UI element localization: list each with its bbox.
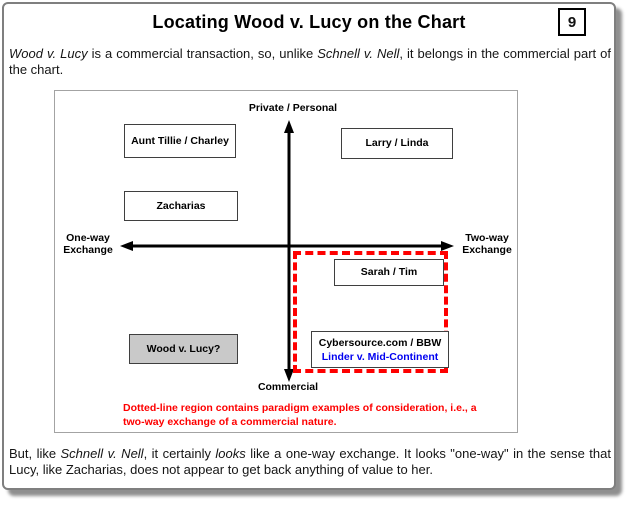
case-box-wood-v-lucy: Wood v. Lucy? bbox=[129, 334, 238, 364]
axis-label-line: Exchange bbox=[462, 244, 512, 256]
arrow-right-icon bbox=[441, 241, 454, 251]
slide-number-badge: 9 bbox=[558, 8, 586, 36]
arrow-up-icon bbox=[284, 120, 294, 133]
slide-title: Locating Wood v. Lucy on the Chart bbox=[152, 12, 466, 32]
paradigm-caption-line: two-way exchange of a commercial nature. bbox=[123, 416, 337, 428]
case-box-sarah-tim: Sarah / Tim bbox=[334, 259, 444, 286]
case-box-zacharias: Zacharias bbox=[124, 191, 238, 221]
case-box-larry-linda: Larry / Linda bbox=[341, 128, 453, 159]
axis-label-two-way-exchange bbox=[455, 232, 519, 256]
axis-label-one-way-exchange bbox=[56, 232, 120, 256]
axis-label-line: Two-way bbox=[465, 232, 509, 244]
case-box-linder-line: Linder v. Mid-Continent bbox=[321, 350, 439, 363]
intro-paragraph: Wood v. Lucy is a commercial transaction, so, unlike Schnell v. Nell, it belongs in the commercial part of the chart. bbox=[9, 46, 611, 77]
paradigm-caption bbox=[123, 401, 503, 429]
paradigm-caption-line: Dotted-line region contains paradigm examples of consideration, i.e., a bbox=[123, 402, 477, 414]
axis-label-line: Exchange bbox=[63, 244, 113, 256]
case-box-cybersource-line: Cybersource.com / BBW bbox=[318, 336, 442, 349]
case-box-aunt-tillie-charley: Aunt Tillie / Charley bbox=[124, 124, 236, 158]
slide bbox=[2, 2, 616, 490]
arrow-left-icon bbox=[120, 241, 133, 251]
axis-label-line: One-way bbox=[66, 232, 110, 244]
quadrant-chart-frame bbox=[54, 90, 518, 433]
footer-paragraph: But, like Schnell v. Nell, it certainly looks like a one-way exchange. It looks "one-way" in the sense that Lucy, like Zacharias, does not appear to get back anything of value to her. bbox=[9, 446, 611, 477]
axis-label-private-personal: Private / Personal bbox=[248, 102, 338, 114]
axis-label-commercial: Commercial bbox=[257, 381, 319, 393]
case-box-cybersource-linder bbox=[311, 331, 449, 368]
